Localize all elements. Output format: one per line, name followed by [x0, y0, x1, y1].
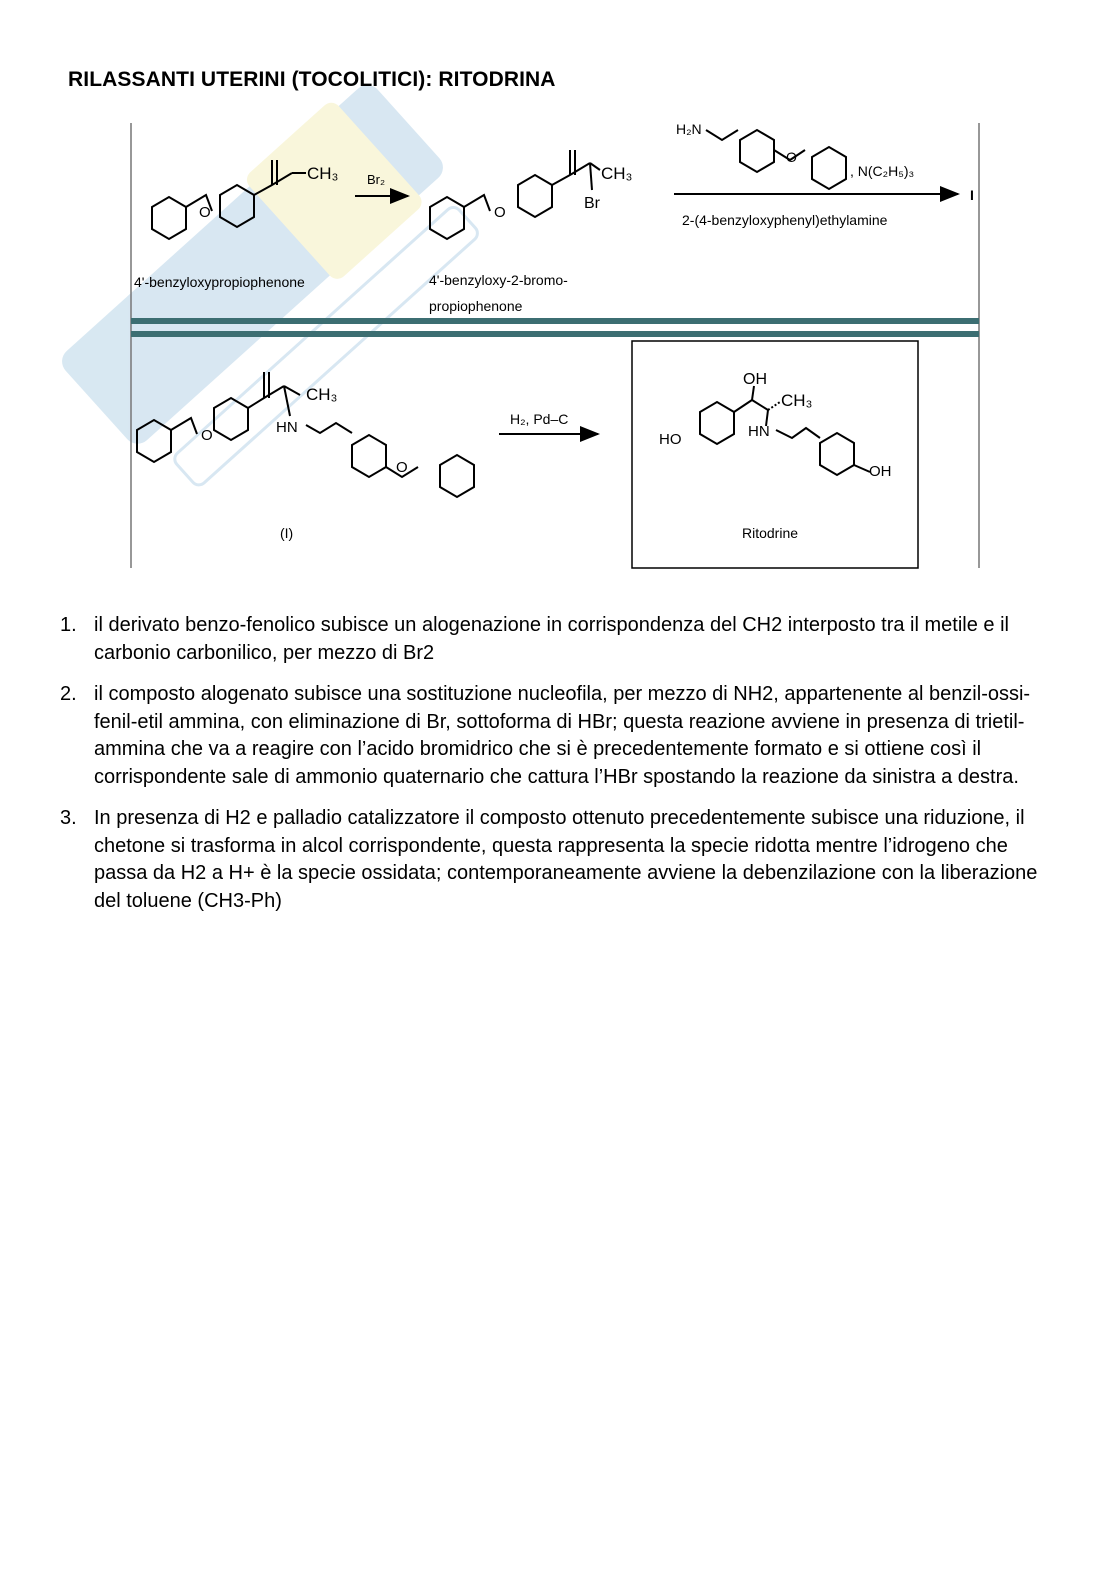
reagent-br2: Br₂	[367, 172, 386, 187]
atom-o-label: O	[199, 204, 211, 221]
step-text: In presenza di H2 e palladio catalizzatore il composto ottenuto precedentemente subisce una riduzione, il chetone si trasforma in alcol corrispondente, questa rappresenta la specie ridotta mentre l’idrogeno che passa da H2 a H+ è la specie ossidata; contemporaneamente avviene la debenzilazione con la liberazione del toluene (CH3-Ph)	[94, 807, 1038, 912]
atom-hn-label: HN	[748, 423, 770, 440]
atom-o-label: O	[786, 149, 797, 165]
list-item	[60, 612, 1060, 667]
compound-1-name: 4'-benzyloxypropiophenone	[134, 274, 305, 290]
atom-o-label: O	[494, 204, 506, 221]
atom-hn-label: HN	[276, 419, 298, 436]
list-item	[60, 681, 1060, 791]
reaction-scheme	[0, 0, 1116, 600]
product-marker: I	[970, 187, 974, 203]
intermediate-label: (I)	[280, 525, 294, 541]
step-number: 1.	[60, 614, 77, 636]
atom-o-label: O	[396, 459, 408, 476]
step-text: il composto alogenato subisce una sostituzione nucleofila, per mezzo di NH2, appartenente al benzil-ossi-fenil-etil ammina, con eliminazione di Br, sottoforma di HBr; questa reazione avviene in presenza di trietil-ammina che va a reagire con l’acido bromidrico che si è precedentemente formato e si ottiene così il corrispondente sale di ammonio quaternario che cattura l’HBr spostando la reazione da sinistra a destra.	[94, 683, 1031, 788]
atom-ho-label: HO	[659, 431, 682, 448]
atom-ch3-label: CH₃	[601, 164, 633, 183]
page-title: RILASSANTI UTERINI (TOCOLITICI): RITODRINA	[68, 68, 556, 91]
atom-oh-label: OH	[869, 463, 892, 480]
step-number: 3.	[60, 807, 77, 829]
final-product-name: Ritodrine	[742, 525, 799, 541]
compound-1-structure	[152, 160, 306, 239]
atom-o-label: O	[201, 427, 213, 444]
step-text: il derivato benzo-fenolico subisce un alogenazione in corrispondenza del CH2 interposto tra il metile e il carbonio carbonilico, per mezzo di Br2	[94, 614, 1009, 664]
atom-br-label: Br	[584, 195, 600, 212]
steps-list	[60, 612, 1060, 929]
compound-2-structure	[430, 150, 600, 239]
reagent-amine-name: 2-(4-benzyloxyphenyl)ethylamine	[682, 212, 888, 228]
step-number: 2.	[60, 683, 77, 705]
atom-oh-label: OH	[743, 371, 767, 388]
amine-reagent-structure	[706, 130, 846, 189]
divider-band-bottom	[131, 331, 979, 337]
atom-ch3-label: CH₃	[307, 164, 339, 183]
atom-ch3-label: CH₃	[781, 391, 813, 410]
atom-ch3-label: CH₃	[306, 385, 338, 404]
list-item	[60, 805, 1060, 915]
reagent-base: , N(C₂H₅)₃	[850, 163, 915, 179]
compound-2-name-line1: 4'-benzyloxy-2-bromo-	[429, 272, 568, 288]
compound-2-name-line2: propiophenone	[429, 298, 523, 314]
divider-band-top	[131, 318, 979, 324]
reagent-h2: H₂, Pd–C	[510, 411, 569, 427]
reagent-amine-formula: H₂N	[676, 121, 702, 137]
